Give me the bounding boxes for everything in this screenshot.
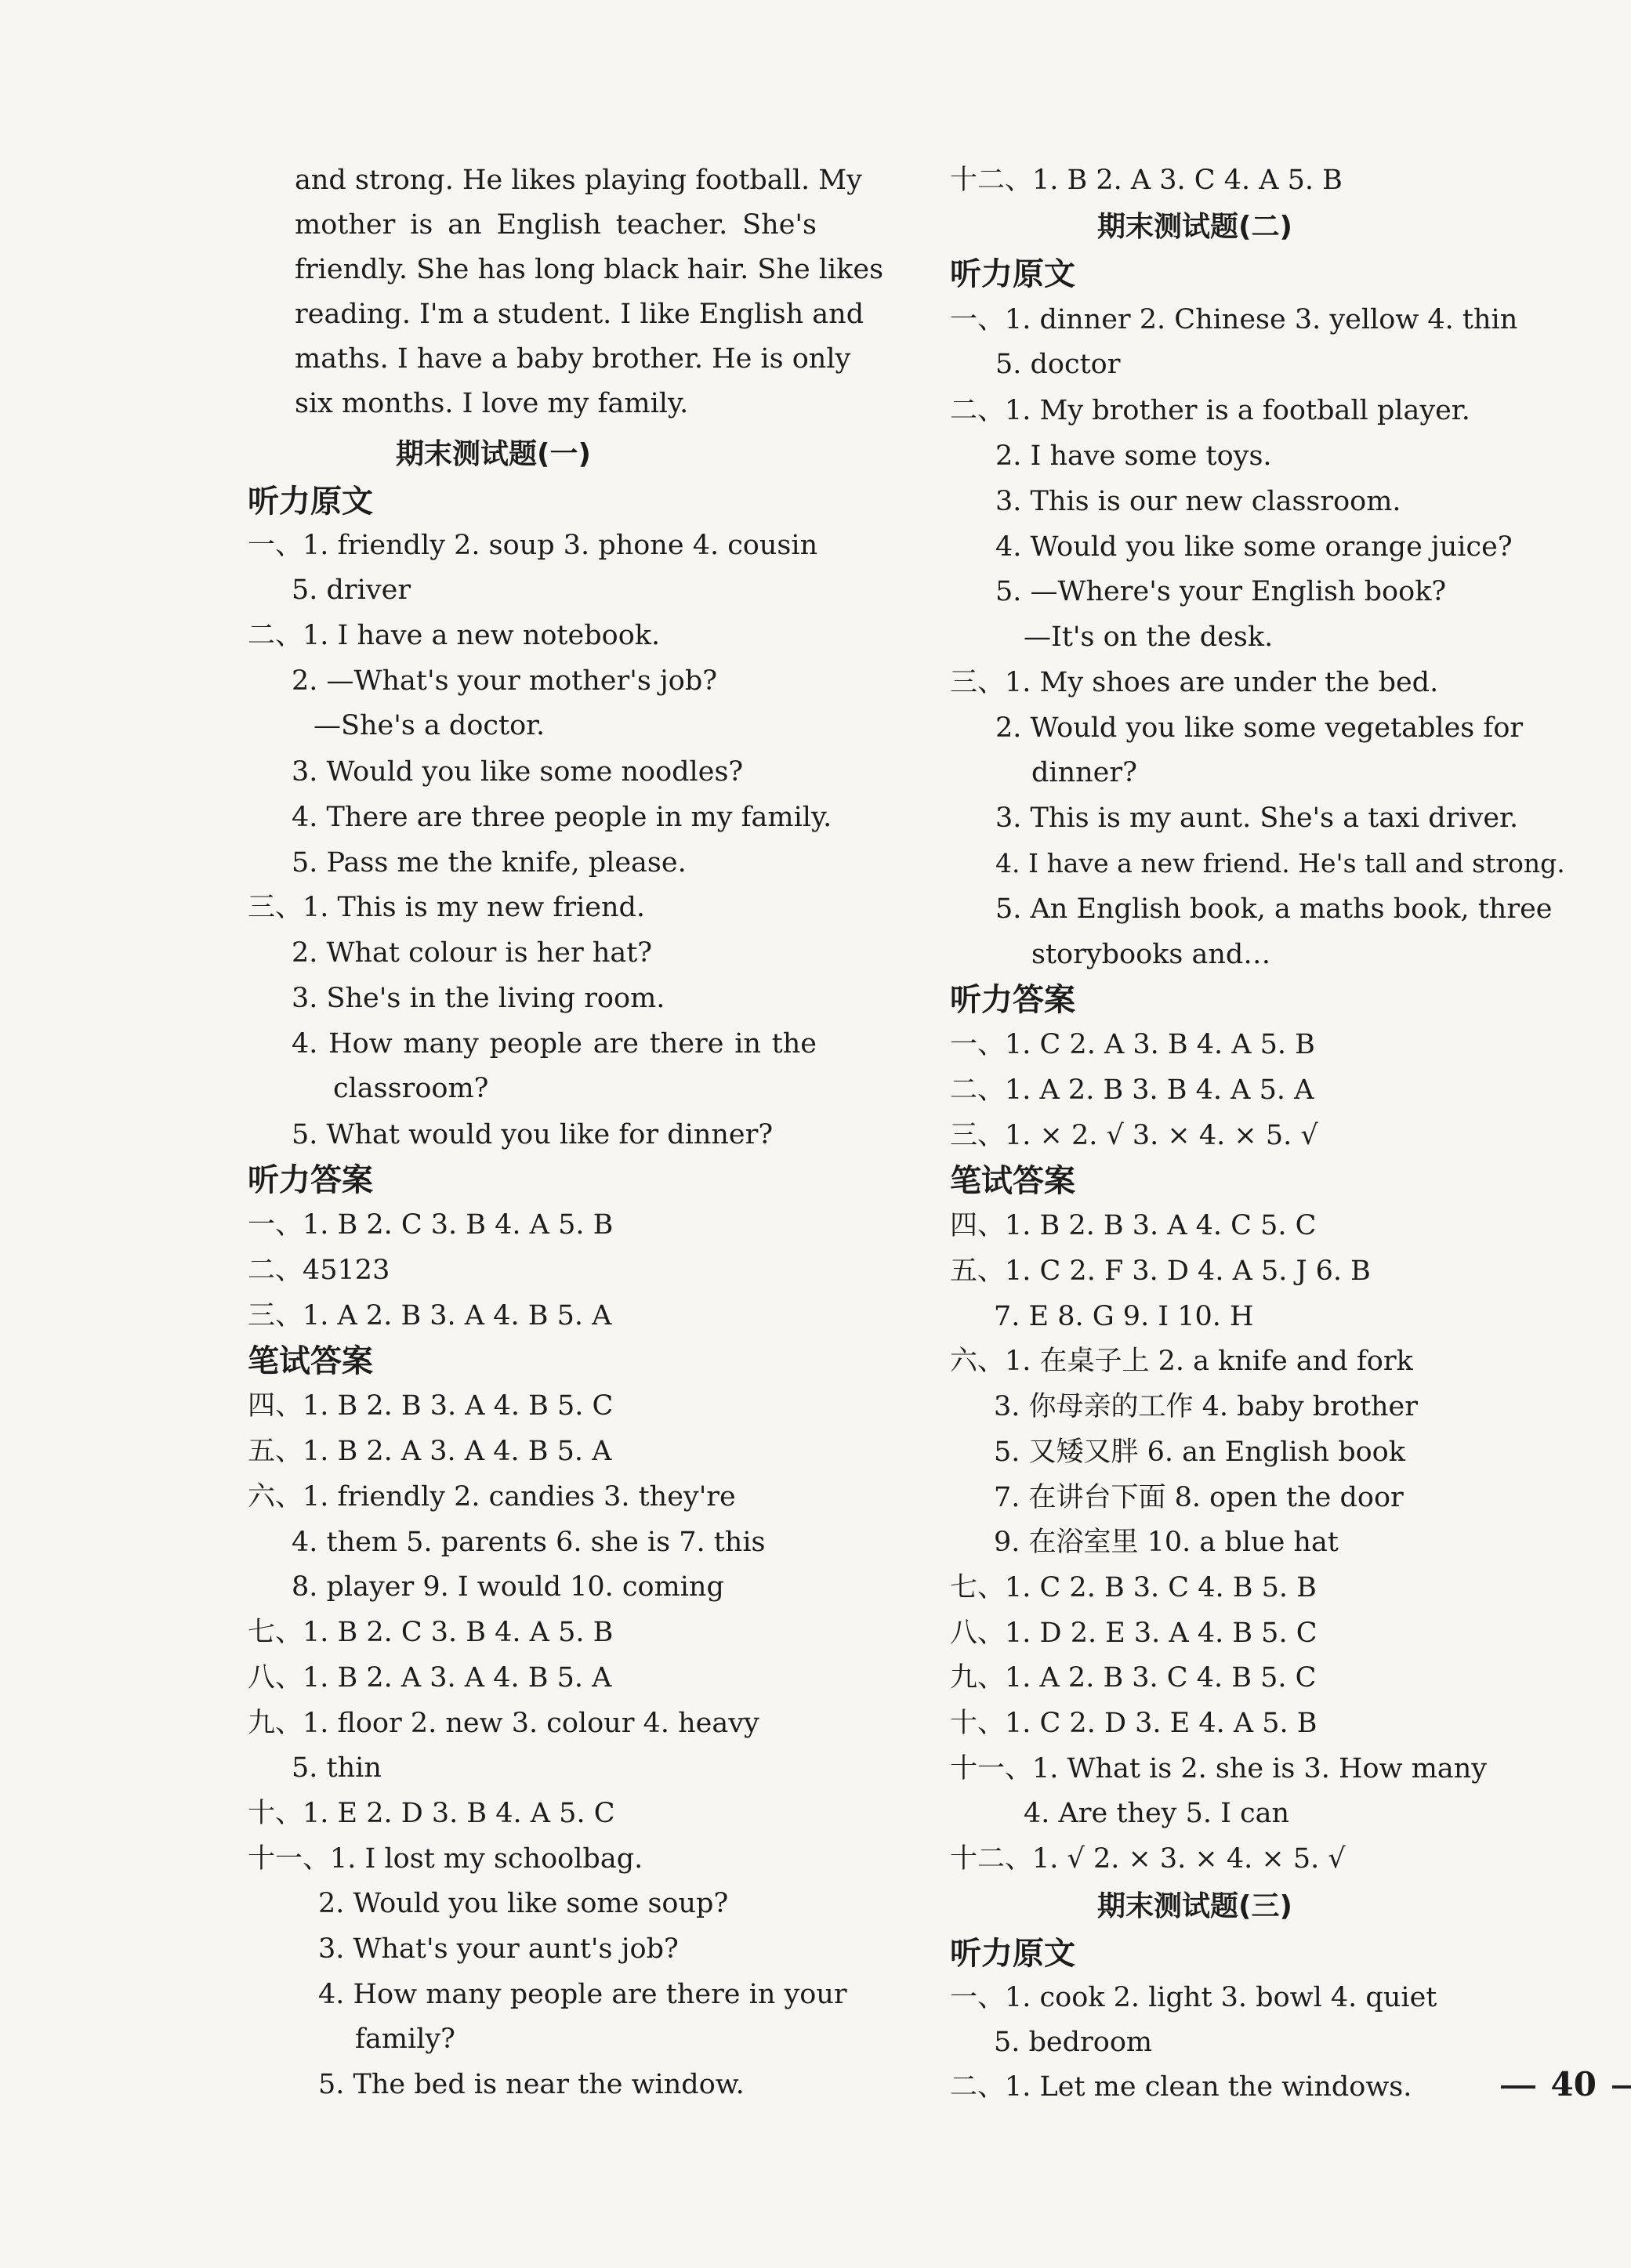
exam2-w6a: 六、1. 在桌子上 2. a knife and fork — [950, 1346, 1413, 1377]
exam1-s3-4: 4. How many people are there in the — [292, 1028, 817, 1060]
exam1-w10: 十、1. E 2. D 3. B 4. A 5. C — [248, 1798, 615, 1829]
exam1-w6b: 4. them 5. parents 6. she is 7. this — [292, 1527, 766, 1558]
exam3-s2-1: 二、1. Let me clean the windows. — [950, 2071, 1412, 2103]
exam2-w10: 十、1. C 2. D 3. E 4. A 5. B — [950, 1708, 1317, 1739]
exam2-w11b: 4. Are they 5. I can — [1024, 1798, 1290, 1829]
exam2-w7: 七、1. C 2. B 3. C 4. B 5. B — [950, 1572, 1317, 1603]
exam2-w6e: 9. 在浴室里 10. a blue hat — [994, 1527, 1339, 1558]
exam2-listening-text-heading: 听力原文 — [950, 256, 1075, 292]
exam1-s1b: 5. driver — [292, 574, 411, 606]
exam1-s1a: 一、1. friendly 2. soup 3. phone 4. cousin — [248, 530, 818, 561]
exam1-a2: 二、45123 — [248, 1255, 390, 1286]
exam1-w6c: 8. player 9. I would 10. coming — [292, 1571, 724, 1603]
exam1-w11-4: 4. How many people are there in your — [318, 1979, 847, 2010]
exam2-w11a: 十一、1. What is 2. she is 3. How many — [950, 1753, 1488, 1784]
exam3-s1b: 5. bedroom — [994, 2027, 1153, 2058]
exam1-written-answers-heading: 笔试答案 — [248, 1343, 373, 1379]
exam1-listening-answers-heading: 听力答案 — [248, 1162, 373, 1198]
intro-line-1: and strong. He likes playing football. My — [295, 165, 862, 196]
exam2-w12: 十二、1. √ 2. × 3. × 4. × 5. √ — [950, 1843, 1346, 1875]
exam1-w11-3: 3. What's your aunt's job? — [318, 1933, 679, 1965]
exam2-a1: 一、1. C 2. A 3. B 4. A 5. B — [950, 1029, 1315, 1060]
exam2-written-answers-heading: 笔试答案 — [950, 1163, 1075, 1199]
exam2-s3-1: 三、1. My shoes are under the bed. — [950, 667, 1439, 698]
exam3-title: 期末测试题(三) — [1097, 1890, 1292, 1922]
exam1-s2-1: 二、1. I have a new notebook. — [248, 620, 661, 651]
exam1-w11-1: 十一、1. I lost my schoolbag. — [248, 1843, 643, 1875]
exam1-w11-5: 5. The bed is near the window. — [318, 2069, 745, 2100]
exam2-s2-4: 4. Would you like some orange juice? — [995, 531, 1513, 563]
intro-line-6: six months. I love my family. — [295, 388, 689, 419]
exam1-w6a: 六、1. friendly 2. candies 3. they're — [248, 1481, 736, 1513]
exam2-s2-2: 2. I have some toys. — [995, 440, 1272, 472]
exam3-listening-text-heading: 听力原文 — [950, 1936, 1075, 1972]
exam2-w9: 九、1. A 2. B 3. C 4. B 5. C — [950, 1662, 1317, 1694]
exam1-s3-4b: classroom? — [333, 1073, 489, 1104]
exam2-w5b: 7. E 8. G 9. I 10. H — [994, 1301, 1254, 1332]
exam1-s2-2b: —She's a doctor. — [314, 710, 545, 741]
exam1-w5: 五、1. B 2. A 3. A 4. B 5. A — [248, 1436, 612, 1467]
intro-line-5: maths. I have a baby brother. He is only — [295, 343, 851, 375]
page-number-dash-left — [1501, 2085, 1535, 2089]
exam2-s2-3: 3. This is our new classroom. — [995, 486, 1401, 517]
exam2-s3-3: 3. This is my aunt. She's a taxi driver. — [995, 802, 1519, 834]
exam2-s3-2: 2. Would you like some vegetables for — [995, 712, 1524, 744]
exam1-w11-4b: family? — [355, 2023, 455, 2055]
exam1-s2-3: 3. Would you like some noodles? — [292, 756, 744, 788]
exam2-s2-5: 5. —Where's your English book? — [995, 576, 1447, 607]
exam1-w9b: 5. thin — [292, 1752, 382, 1784]
exam2-w5a: 五、1. C 2. F 3. D 4. A 5. J 6. B — [950, 1255, 1371, 1287]
exam2-s3-5: 5. An English book, a maths book, three — [995, 893, 1553, 925]
exam2-listening-answers-heading: 听力答案 — [950, 982, 1075, 1018]
exam2-w6c: 5. 又矮又胖 6. an English book — [994, 1437, 1405, 1468]
exam1-listening-text-heading: 听力原文 — [248, 484, 373, 520]
exam1-s2-2: 2. —What's your mother's job? — [292, 665, 718, 697]
page-number-value: 40 — [1550, 2065, 1597, 2103]
intro-line-2: mother is an English teacher. She's — [295, 209, 817, 241]
exam3-s1a: 一、1. cook 2. light 3. bowl 4. quiet — [950, 1982, 1437, 2013]
exam2-w6d: 7. 在讲台下面 8. open the door — [994, 1482, 1404, 1513]
exam1-w8: 八、1. B 2. A 3. A 4. B 5. A — [248, 1662, 612, 1694]
exam2-a2: 二、1. A 2. B 3. B 4. A 5. A — [950, 1074, 1314, 1106]
exam2-title: 期末测试题(二) — [1097, 211, 1292, 243]
exam2-s2-5b: —It's on the desk. — [1024, 621, 1274, 653]
exam1-w11-2: 2. Would you like some soup? — [318, 1888, 729, 1919]
exam1-title: 期末测试题(一) — [396, 438, 591, 470]
page-number — [1501, 2065, 1631, 2103]
exam1-s3-5: 5. What would you like for dinner? — [292, 1119, 774, 1150]
exam2-s3-5b: storybooks and… — [1031, 939, 1271, 970]
exam2-s3-4: 4. I have a new friend. He's tall and strong. — [995, 848, 1565, 879]
exam2-w4: 四、1. B 2. B 3. A 4. C 5. C — [950, 1210, 1317, 1241]
exam2-s3-2b: dinner? — [1031, 757, 1137, 788]
exam1-s3-3: 3. She's in the living room. — [292, 983, 665, 1014]
exam1-a3: 三、1. A 2. B 3. A 4. B 5. A — [248, 1300, 612, 1331]
exam1-s3-2: 2. What colour is her hat? — [292, 937, 653, 969]
exam2-s2-1: 二、1. My brother is a football player. — [950, 395, 1470, 426]
exam1-s3-1: 三、1. This is my new friend. — [248, 892, 646, 923]
intro-line-3: friendly. She has long black hair. She likes — [295, 254, 884, 285]
exam1-s2-4: 4. There are three people in my family. — [292, 802, 832, 833]
exam1-s2-5: 5. Pass me the knife, please. — [292, 847, 687, 879]
exam2-s1b: 5. doctor — [995, 349, 1121, 380]
exam2-s1a: 一、1. dinner 2. Chinese 3. yellow 4. thin — [950, 304, 1518, 335]
exam2-a3: 三、1. × 2. √ 3. × 4. × 5. √ — [950, 1120, 1318, 1151]
page-number-dash-right — [1612, 2085, 1631, 2089]
exam2-w8: 八、1. D 2. E 3. A 4. B 5. C — [950, 1618, 1317, 1649]
exam1-w7: 七、1. B 2. C 3. B 4. A 5. B — [248, 1617, 614, 1648]
exam2-w6b: 3. 你母亲的工作 4. baby brother — [994, 1391, 1418, 1422]
intro-line-4: reading. I'm a student. I like English and — [295, 299, 864, 330]
exam1-w4: 四、1. B 2. B 3. A 4. B 5. C — [248, 1390, 614, 1422]
exam1-a1: 一、1. B 2. C 3. B 4. A 5. B — [248, 1209, 614, 1241]
exam1-w9a: 九、1. floor 2. new 3. colour 4. heavy — [248, 1708, 759, 1739]
exam1-w12: 十二、1. B 2. A 3. C 4. A 5. B — [950, 165, 1343, 196]
